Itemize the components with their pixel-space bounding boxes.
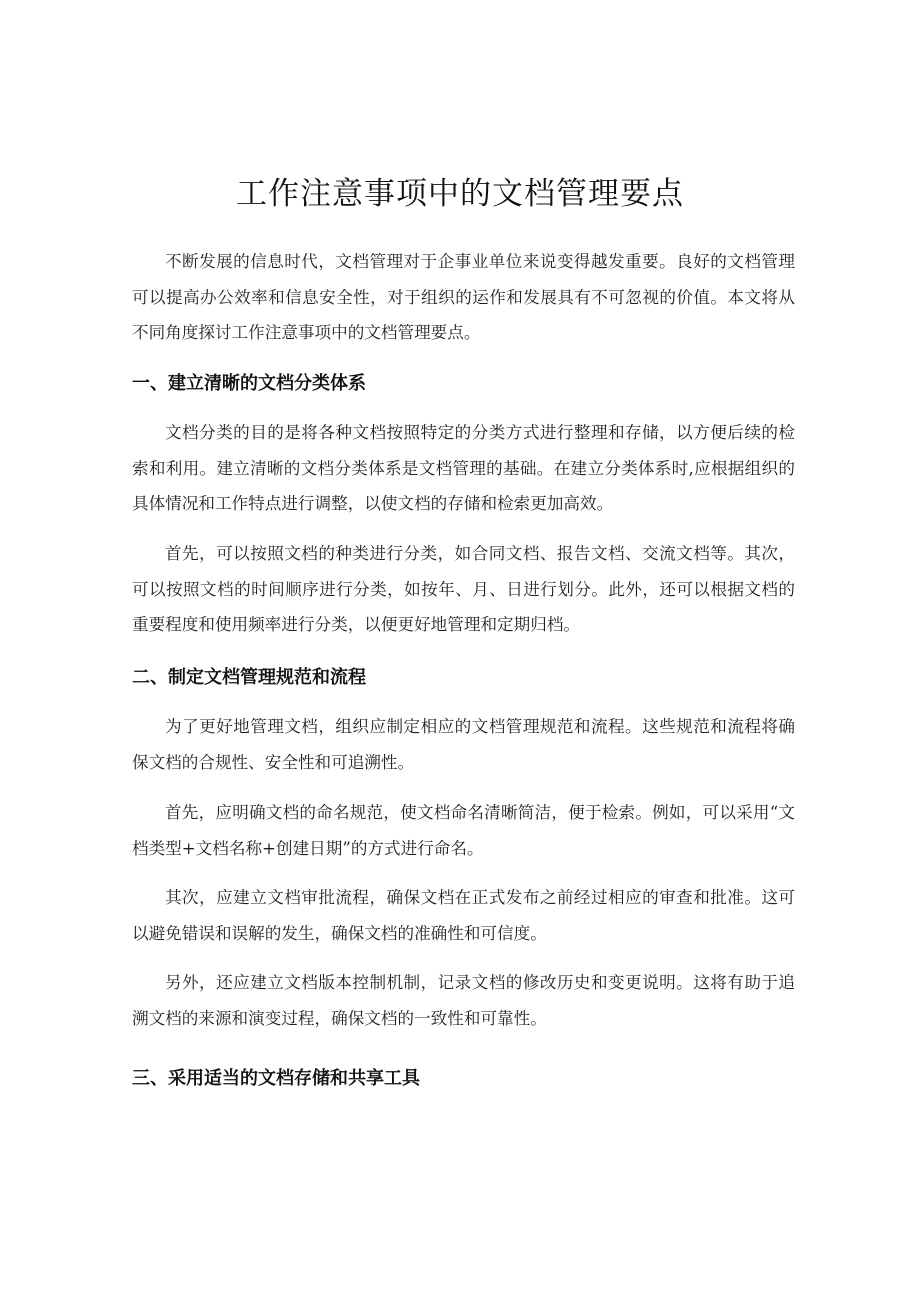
section-2-paragraph-4: 另外，还应建立文档版本控制机制，记录文档的修改历史和变更说明。这将有助于追溯文档的来源和演变过程，确保文档的一致性和可靠性。 [132,973,795,1028]
section-1-heading: 一、建立清晰的文档分类体系 [132,373,366,394]
section-1-paragraph-2: 首先，可以按照文档的种类进行分类，如合同文档、报告文档、交流文档等。其次，可以按照文档的时间顺序进行分类，如按年、月、日进行划分。此外，还可以根据文档的重要程度和使用频率进行分类，以便更好地管理和定期归档。 [132,544,795,634]
section-2-paragraph-2: 首先，应明确文档的命名规范，使文档命名清晰简洁，便于检索。例如，可以采用“文档类型+文档名称+创建日期”的方式进行命名。 [132,803,795,858]
section-3-heading: 三、采用适当的文档存储和共享工具 [132,1068,420,1089]
document-title: 工作注意事项中的文档管理要点 [236,176,684,212]
section-2-paragraph-3: 其次，应建立文档审批流程，确保文档在正式发布之前经过相应的审查和批准。这可以避免错误和误解的发生，确保文档的准确性和可信度。 [132,888,795,943]
section-2-paragraph-1: 为了更好地管理文档，组织应制定相应的文档管理规范和流程。这些规范和流程将确保文档的合规性、安全性和可追溯性。 [132,717,795,772]
intro-paragraph: 不断发展的信息时代，文档管理对于企事业单位来说变得越发重要。良好的文档管理可以提高办公效率和信息安全性，对于组织的运作和发展具有不可忽视的价值。本文将从不同角度探讨工作注意事项中的文档管理要点。 [132,252,795,342]
section-2-heading: 二、制定文档管理规范和流程 [132,667,366,688]
section-1-paragraph-1: 文档分类的目的是将各种文档按照特定的分类方式进行整理和存储，以方便后续的检索和利用。建立清晰的文档分类体系是文档管理的基础。在建立分类体系时,应根据组织的具体情况和工作特点进行调整，以使文档的存储和检索更加高效。 [132,423,795,513]
